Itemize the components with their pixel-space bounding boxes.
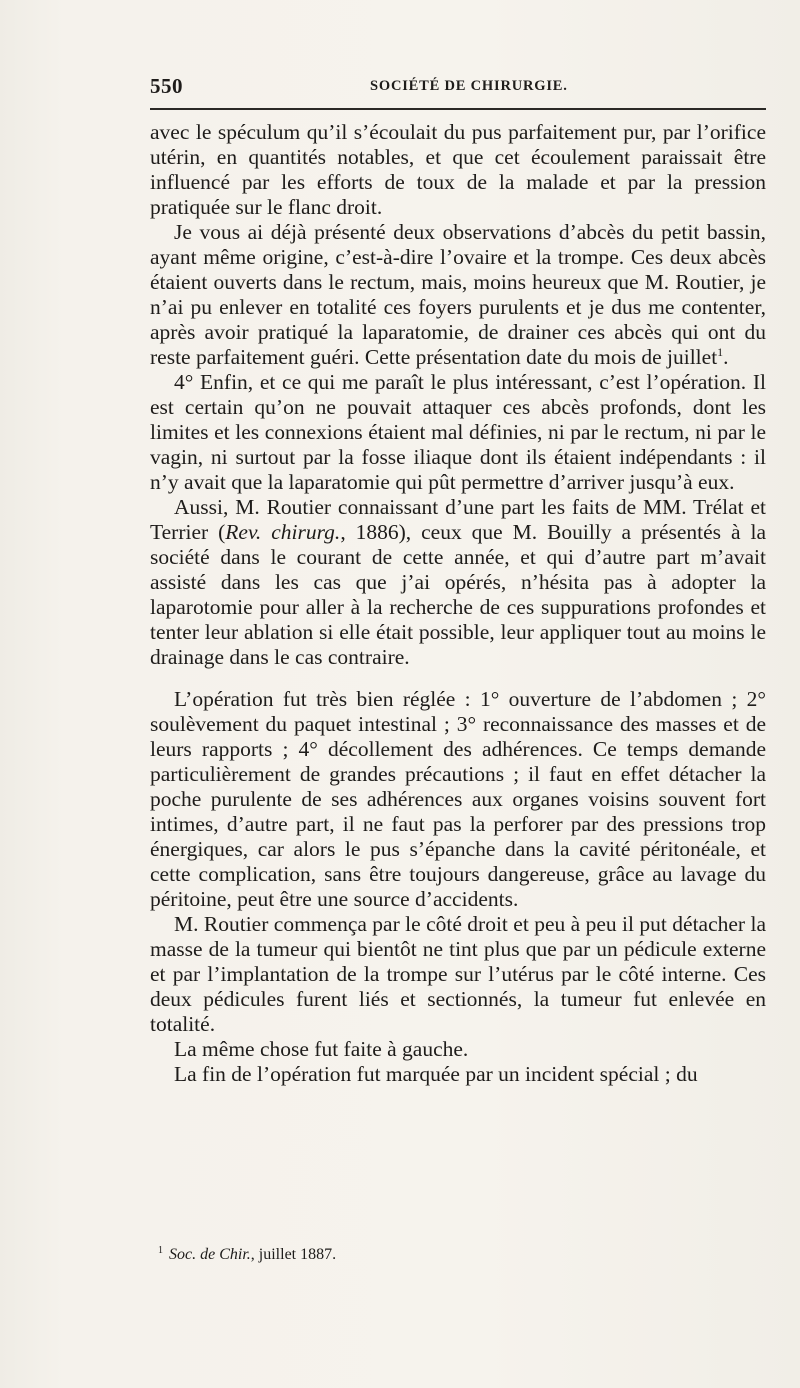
paragraph-1: avec le spéculum qu’il s’écoulait du pus parfaitement pur, par l’orifice utérin, en quantités notables, et que cet écoulement paraissait être influencé par les efforts de toux de la malade et par la pression pratiquée sur le flanc droit. bbox=[150, 120, 766, 219]
body-text bbox=[150, 120, 766, 1087]
paragraph-3: 4° Enfin, et ce qui me paraît le plus intéressant, c’est l’opération. Il est certain qu’on ne pouvait attaquer ces abcès profonds, dont les limites et les connexions étaient mal définies, ni par le rectum, ni par le vagin, ni surtout par la fosse iliaque dont ils étaient indépendants : il n’y avait que la laparatomie qui pût permettre d’arriver jusqu’à eux. bbox=[150, 370, 766, 494]
paragraph-4: Aussi, M. Routier connaissant d’une part les faits de MM. Trélat et Terrier (Rev. chirurg., 1886), ceux que M. Bouilly a présentés à la société dans le courant de cette année, et qui d’autre part m’avait assisté dans les cas que j’ai opérés, n’hésita pas à adopter la laparotomie pour aller à la recherche de ces suppurations profondes et tenter leur ablation si elle était possible, leur appliquer tout au moins le drainage dans le cas contraire. bbox=[150, 495, 766, 669]
paragraph-8: La fin de l’opération fut marquée par un incident spécial ; du bbox=[174, 1062, 698, 1086]
footnote-source: Soc. de Chir. bbox=[169, 1246, 251, 1263]
footnote-ref: 1 bbox=[717, 344, 724, 359]
footnote-marker: 1 bbox=[158, 1244, 163, 1256]
running-title: SOCIÉTÉ DE CHIRURGIE. bbox=[370, 78, 568, 94]
footnote-date: , juillet 1887. bbox=[250, 1246, 337, 1263]
header-rule bbox=[150, 108, 766, 110]
citation-title: Rev. chirurg. bbox=[225, 520, 341, 544]
paragraph-2: Je vous ai déjà présenté deux observations d’abcès du petit bassin, ayant même origine, c’est-à-dire l’ovaire et la trompe. Ces deux abcès étaient ouverts dans le rectum, mais, moins heureux que M. Routier, je n’ai pu enlever en totalité ces foyers purulents et je dus me contenter, après avoir pratiqué la laparatomie, de drainer ces abcès qui ont du reste parfaitement guéri. Cette présentation date du mois de juillet$^1$. bbox=[150, 220, 766, 369]
page-number: 550 bbox=[150, 74, 183, 98]
paragraph-6: M. Routier commença par le côté droit et peu à peu il put détacher la masse de la tumeur qui bientôt ne tint plus que par un pédicule externe et par l’implantation de la trompe sur l’utérus par le côté interne. Ces deux pédicules furent liés et sectionnés, la tumeur fut enlevée en totalité. bbox=[150, 912, 766, 1036]
page-header bbox=[150, 74, 770, 102]
paragraph-5: L’opération fut très bien réglée : 1° ouverture de l’abdomen ; 2° soulèvement du paquet intestinal ; 3° reconnaissance des masses et de leurs rapports ; 4° décollement des adhérences. Ce temps demande particulièrement de grandes précautions ; il faut en effet détacher la poche purulente de ses adhérences aux organes voisins souvent fort intimes, d’autre part, il ne faut pas la perforer par des pressions trop énergiques, car alors le pus s’épanche dans la cavité péritonéale, et cette complication, sans être toujours dangereuse, grâce au lavage du péritoine, peut être une source d’accidents. bbox=[150, 687, 766, 911]
paragraph-7: La même chose fut faite à gauche. bbox=[174, 1037, 469, 1061]
footnote bbox=[158, 1245, 758, 1265]
